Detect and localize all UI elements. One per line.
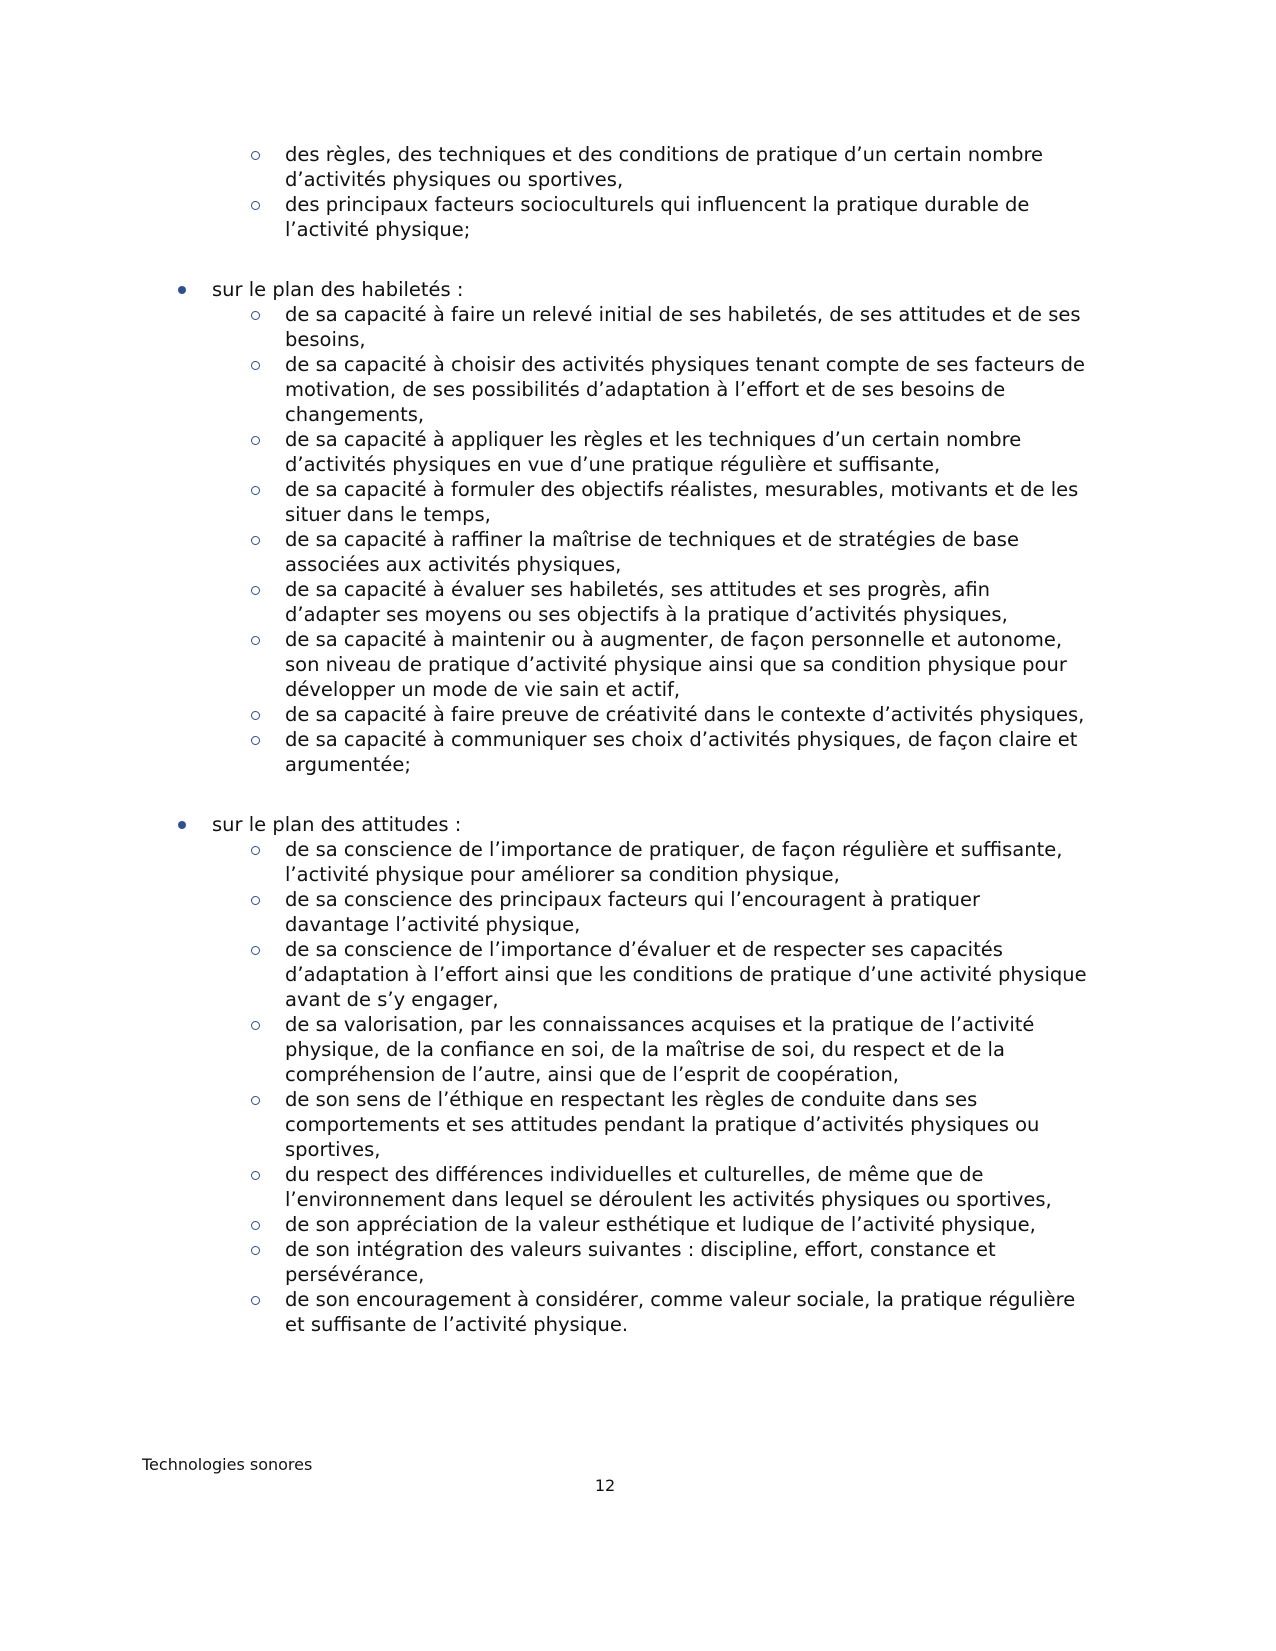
page-number: 12 xyxy=(594,1476,616,1495)
list-item-line: d’activités physiques ou sportives, xyxy=(285,168,624,191)
list-item-line: l’activité physique pour améliorer sa condition physique, xyxy=(285,863,840,886)
list-item xyxy=(0,727,1276,777)
bullet-icon xyxy=(178,286,186,294)
circle-bullet-icon xyxy=(251,361,260,370)
circle-bullet-icon xyxy=(251,1096,260,1105)
list-item-line: des règles, des techniques et des conditions de pratique d’un certain nombre xyxy=(285,143,1044,166)
circle-bullet-icon xyxy=(251,436,260,445)
list-item-line: du respect des différences individuelles et culturelles, de même que de xyxy=(285,1163,984,1186)
circle-bullet-icon xyxy=(251,736,260,745)
section xyxy=(0,142,1276,242)
list-item xyxy=(0,427,1276,477)
circle-bullet-icon xyxy=(251,1296,260,1305)
list-item-line: de sa capacité à faire preuve de créativité dans le contexte d’activités physiques, xyxy=(285,703,1085,726)
list-item-line: de son encouragement à considérer, comme valeur sociale, la pratique régulière xyxy=(285,1288,1076,1311)
list-item-line: compréhension de l’autre, ainsi que de l’esprit de coopération, xyxy=(285,1063,900,1086)
circle-bullet-icon xyxy=(251,711,260,720)
list-item-line: motivation, de ses possibilités d’adaptation à l’effort et de ses besoins de xyxy=(285,378,1006,401)
list-item-line: associées aux activités physiques, xyxy=(285,553,622,576)
circle-bullet-icon xyxy=(251,536,260,545)
circle-bullet-icon xyxy=(251,636,260,645)
circle-bullet-icon xyxy=(251,201,260,210)
list-item-line: son niveau de pratique d’activité physique ainsi que sa condition physique pour xyxy=(285,653,1067,676)
bullet-icon xyxy=(178,821,186,829)
list-item xyxy=(0,527,1276,577)
list-item-line: situer dans le temps, xyxy=(285,503,491,526)
list-item-line: physique, de la confiance en soi, de la maîtrise de soi, du respect et de la xyxy=(285,1038,1005,1061)
list-item xyxy=(0,837,1276,887)
list-item xyxy=(0,142,1276,192)
list-item-line: davantage l’activité physique, xyxy=(285,913,581,936)
list-item-line: de sa capacité à appliquer les règles et les techniques d’un certain nombre xyxy=(285,428,1022,451)
heading-text: sur le plan des attitudes : xyxy=(212,813,462,836)
circle-bullet-icon xyxy=(251,1221,260,1230)
list-item-line: changements, xyxy=(285,403,425,426)
circle-bullet-icon xyxy=(251,151,260,160)
list-item xyxy=(0,302,1276,352)
list-item-line: de sa capacité à faire un relevé initial de ses habiletés, de ses attitudes et de ses xyxy=(285,303,1081,326)
list-item-line: de son intégration des valeurs suivantes : discipline, effort, constance et xyxy=(285,1238,996,1261)
list-item-line: comportements et ses attitudes pendant la pratique d’activités physiques ou xyxy=(285,1113,1040,1136)
list-item xyxy=(0,352,1276,427)
list-item-line: d’adaptation à l’effort ainsi que les conditions de pratique d’une activité physique xyxy=(285,963,1087,986)
list-item xyxy=(0,1012,1276,1087)
list-item-line: de sa conscience de l’importance d’évaluer et de respecter ses capacités xyxy=(285,938,1003,961)
list-item-line: de sa valorisation, par les connaissances acquises et la pratique de l’activité xyxy=(285,1013,1035,1036)
circle-bullet-icon xyxy=(251,1171,260,1180)
list-item-line: de sa capacité à choisir des activités physiques tenant compte de ses facteurs de xyxy=(285,353,1085,376)
list-item-line: développer un mode de vie sain et actif, xyxy=(285,678,681,701)
list-item-line: et suffisante de l’activité physique. xyxy=(285,1313,629,1336)
list-item-line: de sa conscience des principaux facteurs qui l’encouragent à pratiquer xyxy=(285,888,981,911)
circle-bullet-icon xyxy=(251,846,260,855)
list-item xyxy=(0,1087,1276,1162)
list-item-line: l’activité physique; xyxy=(285,218,471,241)
list-item xyxy=(0,702,1276,727)
list-item-line: de sa conscience de l’importance de pratiquer, de façon régulière et suffisante, xyxy=(285,838,1063,861)
list-item xyxy=(0,477,1276,527)
list-item-line: argumentée; xyxy=(285,753,411,776)
section xyxy=(0,812,1276,1337)
circle-bullet-icon xyxy=(251,311,260,320)
heading-text: sur le plan des habiletés : xyxy=(212,278,464,301)
list-item-line: d’activités physiques en vue d’une pratique régulière et suffisante, xyxy=(285,453,941,476)
circle-bullet-icon xyxy=(251,896,260,905)
list-item xyxy=(0,1162,1276,1212)
footer-title: Technologies sonores xyxy=(142,1455,313,1474)
circle-bullet-icon xyxy=(251,486,260,495)
circle-bullet-icon xyxy=(251,586,260,595)
list-item xyxy=(0,627,1276,702)
list-item-line: de son appréciation de la valeur esthétique et ludique de l’activité physique, xyxy=(285,1213,1036,1236)
list-item-line: de sa capacité à évaluer ses habiletés, ses attitudes et ses progrès, afin xyxy=(285,578,990,601)
list-item-line: des principaux facteurs socioculturels qui influencent la pratique durable de xyxy=(285,193,1030,216)
list-item xyxy=(0,1287,1276,1337)
list-item-line: sportives, xyxy=(285,1138,381,1161)
list-item-line: de sa capacité à formuler des objectifs réalistes, mesurables, motivants et de les xyxy=(285,478,1079,501)
circle-bullet-icon xyxy=(251,946,260,955)
list-item-line: de sa capacité à communiquer ses choix d’activités physiques, de façon claire et xyxy=(285,728,1078,751)
section-heading xyxy=(0,812,1276,837)
circle-bullet-icon xyxy=(251,1246,260,1255)
document-body xyxy=(0,142,1276,1372)
list-item xyxy=(0,1212,1276,1237)
section xyxy=(0,277,1276,777)
list-item xyxy=(0,577,1276,627)
section-heading xyxy=(0,277,1276,302)
list-item xyxy=(0,1237,1276,1287)
list-item-line: de sa capacité à raffiner la maîtrise de techniques et de stratégies de base xyxy=(285,528,1019,551)
list-item-line: de sa capacité à maintenir ou à augmenter, de façon personnelle et autonome, xyxy=(285,628,1063,651)
list-item xyxy=(0,192,1276,242)
list-item-line: de son sens de l’éthique en respectant les règles de conduite dans ses xyxy=(285,1088,978,1111)
list-item xyxy=(0,887,1276,937)
list-item-line: d’adapter ses moyens ou ses objectifs à la pratique d’activités physiques, xyxy=(285,603,1008,626)
circle-bullet-icon xyxy=(251,1021,260,1030)
list-item-line: persévérance, xyxy=(285,1263,425,1286)
list-item xyxy=(0,937,1276,1012)
list-item-line: avant de s’y engager, xyxy=(285,988,499,1011)
list-item-line: besoins, xyxy=(285,328,366,351)
list-item-line: l’environnement dans lequel se déroulent les activités physiques ou sportives, xyxy=(285,1188,1052,1211)
